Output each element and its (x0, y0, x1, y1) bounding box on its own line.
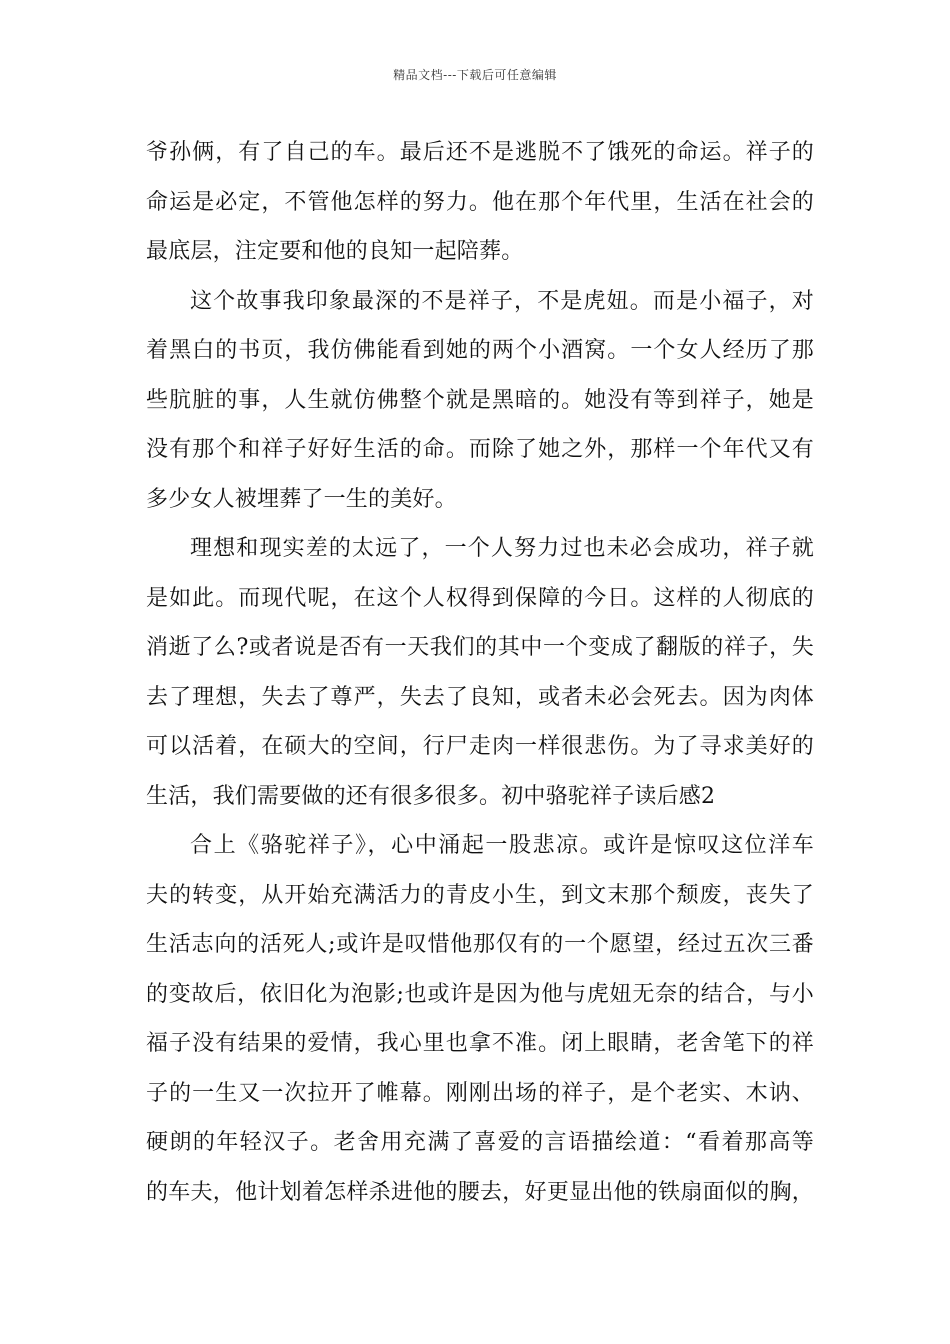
text-line: 多少女人被埋葬了一生的美好。 (146, 486, 457, 512)
text-line: 命运是必定，不管他怎样的努力。他在那个年代里，生活在社会的 (146, 189, 814, 215)
text-line: 合上《骆驼祥子》，心中涌起一股悲凉。或许是惊叹这位洋车 (190, 833, 814, 858)
text-line: 是如此。而现代呢，在这个人权得到保障的今日。这样的人彻底的 (146, 585, 814, 611)
text-line: 这个故事我印象最深的不是祥子，不是虎妞。而是小福子，对 (190, 288, 814, 314)
text-line: 爷孙俩，有了自己的车。最后还不是逃脱不了饿死的命运。祥子的 (146, 140, 814, 165)
text-line: 可以活着，在硕大的空间，行尸走肉一样很悲伤。为了寻求美好的 (146, 734, 814, 759)
text-line: 些肮脏的事，人生就仿佛整个就是黑暗的。她没有等到祥子，她是 (146, 387, 814, 413)
text-line: 去了理想，失去了尊严，失去了良知，或者未必会死去。因为肉体 (146, 684, 814, 710)
text-line: 夫的转变，从开始充满活力的青皮小生，到文末那个颓废，丧失了 (146, 882, 814, 908)
text-line: 硬朗的年轻汉子。老舍用充满了喜爱的言语描绘道：“看着那高等 (146, 1130, 814, 1155)
text-line: 消逝了么?或者说是否有一天我们的其中一个变成了翻版的祥子，失 (146, 635, 814, 660)
text-line: 生活，我们需要做的还有很多很多。初中骆驼祥子读后感2 (146, 783, 716, 809)
text-line: 的变故后，依旧化为泡影;也或许是因为他与虎妞无奈的结合，与小 (146, 981, 814, 1007)
text-line: 福子没有结果的爱情，我心里也拿不准。闭上眼睛，老舍笔下的祥 (146, 1031, 814, 1056)
text-line: 子的一生又一次拉开了帷幕。刚刚出场的祥子，是个老实、木讷、 (146, 1080, 814, 1106)
document-body (146, 128, 814, 1217)
text-line: 生活志向的活死人;或许是叹惜他那仅有的一个愿望，经过五次三番 (146, 932, 814, 957)
text-line: 理想和现实差的太远了，一个人努力过也未必会成功，祥子就 (190, 536, 814, 561)
text-line: 最底层，注定要和他的良知一起陪葬。 (146, 239, 524, 264)
page-header: 精品文档---下载后可任意编辑 (393, 68, 557, 82)
text-line: 没有那个和祥子好好生活的命。而除了她之外，那样一个年代又有 (146, 437, 814, 462)
text-line: 着黑白的书页，我仿佛能看到她的两个小酒窝。一个女人经历了那 (146, 338, 814, 363)
text-line: 的车夫，他计划着怎样杀进他的腰去，好更显出他的铁扇面似的胸， (146, 1179, 814, 1205)
